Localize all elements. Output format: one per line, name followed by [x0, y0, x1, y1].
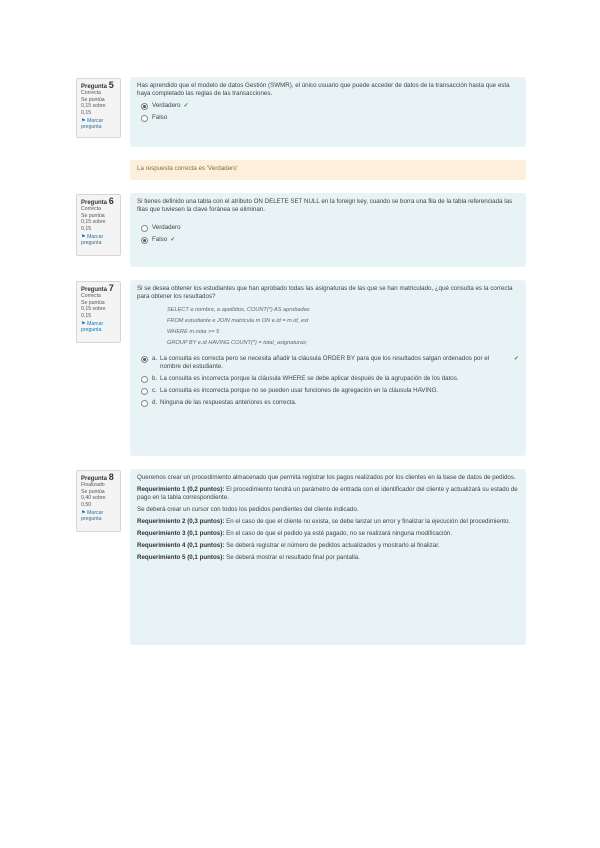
question-number: Pregunta 6	[81, 196, 114, 206]
question-number: Pregunta 7	[81, 283, 114, 293]
requirement-1: Requerimiento 1 (0,2 puntos): El procedimiento tendrá un parámetro de entrada con el identificador del cliente y actualizará su estado de pago en la tabla correspondiente.	[137, 486, 518, 501]
flag-question-link[interactable]: ⚑ Marcar pregunta	[81, 510, 104, 523]
option-false[interactable]: Falso	[141, 114, 519, 122]
question-status: Correcta	[81, 90, 101, 97]
question-8-card	[130, 469, 526, 645]
question-5	[76, 78, 121, 138]
option-false[interactable]: Falso ✓	[141, 236, 519, 244]
question-7-card	[130, 280, 526, 456]
option-c[interactable]: c. La consulta es incorrecta porque no se pueden usar funciones de agregación en la cláusula HAVING.	[141, 387, 519, 395]
radio-button[interactable]	[141, 356, 148, 363]
flag-icon: ⚑	[81, 234, 86, 241]
requirement-3: Requerimiento 3 (0,1 puntos): En el caso de que el pedido ya esté pagado, no se realizará ninguna modificación.	[137, 530, 453, 537]
question-status: Correcta	[81, 293, 101, 300]
radio-button[interactable]	[141, 376, 148, 383]
option-true[interactable]: Verdadero	[141, 224, 519, 232]
question-6	[76, 194, 121, 256]
option-a[interactable]: a. La consulta es correcta pero se necesita añadir la cláusula ORDER BY para que los resultados salgan ordenados por el nombre del estudiante. ✓	[141, 355, 519, 371]
question-info	[76, 194, 121, 256]
radio-button[interactable]	[141, 388, 148, 395]
question-status: Correcta	[81, 206, 101, 213]
option-d[interactable]: d. Ninguna de las respuestas anteriores es correcta.	[141, 399, 519, 407]
flag-icon: ⚑	[81, 118, 86, 125]
question-6-card	[130, 193, 526, 267]
check-icon: ✓	[513, 355, 519, 362]
flag-question-link[interactable]: ⚑ Marcar pregunta	[81, 118, 104, 131]
question-intro: Queremos crear un procedimiento almacenado que permita registrar los pagos realizados por los clientes en la base de datos de pedidos.	[137, 474, 516, 481]
check-icon: ✓	[170, 236, 176, 243]
question-8	[76, 470, 121, 532]
flag-question-link[interactable]: ⚑ Marcar pregunta	[81, 234, 104, 247]
question-7	[76, 281, 121, 343]
question-score: Se puntúa 0,40 sobre 0,50	[81, 488, 106, 508]
check-icon: ✓	[183, 102, 189, 109]
radio-button[interactable]	[141, 400, 148, 407]
requirement-4: Requerimiento 4 (0,1 puntos): Se deberá registrar el número de pedidos actualizados y mostrarlo al finalizar.	[137, 542, 440, 549]
requirement-note: Se deberá crear un cursor con todos los pedidos pendientes del cliente indicado.	[137, 506, 359, 513]
option-true[interactable]: Verdadero ✓	[141, 102, 519, 110]
question-number: Pregunta 8	[81, 472, 114, 482]
question-score: Se puntúa 0,15 sobre 0,15	[81, 212, 106, 232]
radio-button[interactable]	[141, 103, 148, 110]
question-text: Si se desea obtener los estudiantes que han aprobado todas las asignaturas de las que se han matriculado, ¿qué consulta es la correcta para obtener los resultados?	[137, 285, 513, 300]
feedback-box: La respuesta correcta es 'Verdadero'	[130, 160, 526, 180]
question-score: Se puntúa 0,15 sobre 0,15	[81, 299, 106, 319]
question-text: Si tienes definido una tabla con el atributo ON DELETE SET NULL en la foreign key, cuando se borra una fila de la tabla referenciada las filas que tuviesen la clave foránea se eliminan.	[137, 198, 513, 213]
option-b[interactable]: b. La consulta es incorrecta porque la cláusula WHERE se debe aplicar después de la agrupación de los datos.	[141, 375, 519, 383]
flag-icon: ⚑	[81, 321, 86, 328]
question-number: Pregunta 5	[81, 80, 114, 90]
question-score: Se puntúa 0,15 sobre 0,15	[81, 96, 106, 116]
radio-button[interactable]	[141, 237, 148, 244]
flag-question-link[interactable]: ⚑ Marcar pregunta	[81, 321, 104, 334]
question-5-card	[130, 77, 526, 147]
requirement-2: Requerimiento 2 (0,3 puntos): En el caso de que el cliente no exista, se debe lanzar un error y finalizar la ejecución del procedimiento.	[137, 518, 511, 525]
question-info	[76, 281, 121, 343]
flag-icon: ⚑	[81, 510, 86, 517]
question-text: Has aprendido que el modelo de datos Gestión (SWMR), el único usuario que puede acceder de datos de la transacción hasta que esta haya completado las reglas de las transacciones.	[137, 82, 510, 97]
question-info	[76, 78, 121, 138]
radio-button[interactable]	[141, 225, 148, 232]
question-info	[76, 470, 121, 532]
sql-code-block: SELECT e.nombre, e.apellidos, COUNT(*) AS aprobadas FROM estudiante e JOIN matricula m ON e.id = m.id_est WHERE m.nota >= 5 GROUP BY e.id HAVING COUNT(*) = total_asignaturas;	[167, 307, 310, 346]
question-status: Finalizado	[81, 482, 105, 489]
requirement-5: Requerimiento 5 (0,1 puntos): Se deberá mostrar el resultado final por pantalla.	[137, 554, 360, 561]
radio-button[interactable]	[141, 115, 148, 122]
